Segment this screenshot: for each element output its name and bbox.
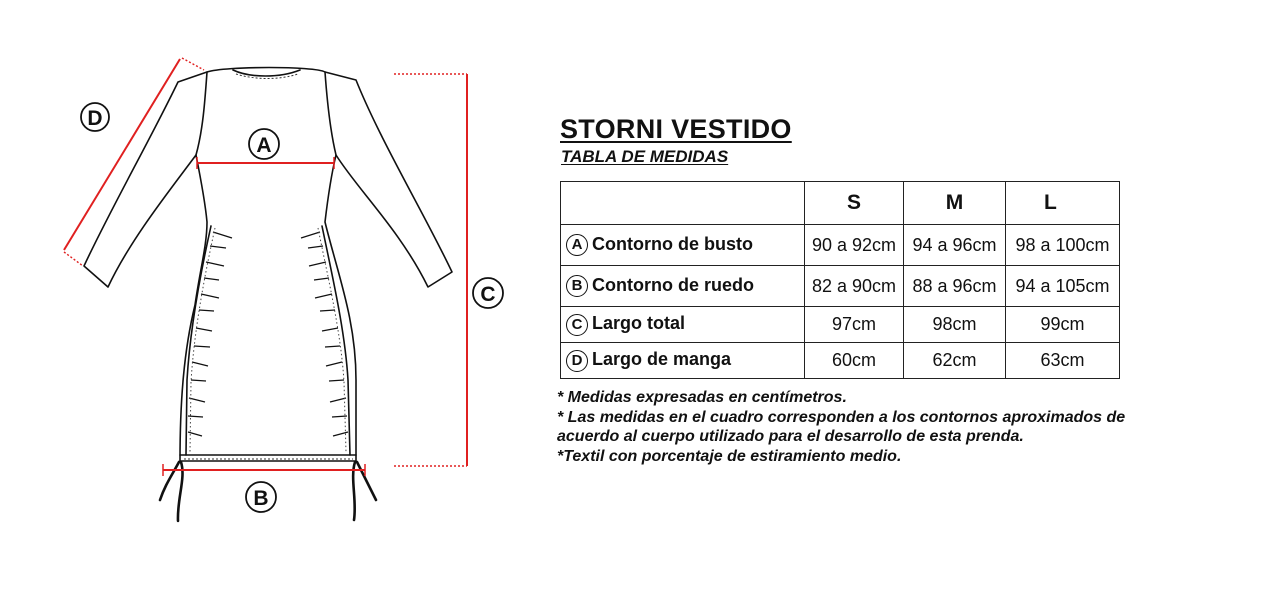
- table-cell: 62cm: [904, 343, 1006, 379]
- neckline: [233, 70, 300, 76]
- row-key-badge: C: [566, 314, 588, 336]
- row-label: [561, 343, 805, 379]
- row-key-badge: B: [566, 275, 588, 297]
- notes: [557, 388, 1127, 467]
- table-cell: 99cm: [1006, 307, 1120, 343]
- table-cell: 88 a 96cm: [904, 266, 1006, 307]
- page-subtitle: TABLA DE MEDIDAS: [561, 147, 729, 166]
- row-label: [561, 266, 805, 307]
- table-cell: 63cm: [1006, 343, 1120, 379]
- label-d: D: [87, 107, 103, 130]
- note-line: * Medidas expresadas en centímetros.: [557, 389, 847, 406]
- row-label-text: Largo total: [592, 313, 685, 334]
- page-title: STORNI VESTIDO: [560, 114, 792, 144]
- dress-diagram: [0, 0, 540, 589]
- table-cell: 94 a 105cm: [1006, 266, 1120, 307]
- table-row: [561, 343, 1120, 379]
- row-label-text: Contorno de busto: [592, 233, 753, 254]
- row-key-badge: D: [566, 350, 588, 372]
- table-header-row: [561, 182, 1120, 225]
- measure-lines: [64, 58, 467, 476]
- note-line: *Textil con porcentaje de estiramiento medio.: [557, 448, 902, 465]
- side-stitching: [190, 228, 346, 452]
- right-gathers: [301, 232, 348, 436]
- label-c: C: [480, 283, 496, 306]
- row-label-text: Contorno de ruedo: [592, 274, 754, 295]
- label-a: A: [256, 134, 272, 157]
- table-cell: 60cm: [805, 343, 904, 379]
- row-label: [561, 307, 805, 343]
- table-cell: 82 a 90cm: [805, 266, 904, 307]
- size-header-s: S: [805, 182, 904, 225]
- left-side-seam: [186, 226, 211, 455]
- measure-d-line: [64, 59, 180, 250]
- row-label: [561, 225, 805, 266]
- size-table: [560, 181, 1120, 379]
- table-row: [561, 225, 1120, 266]
- table-cell: 94 a 96cm: [904, 225, 1006, 266]
- left-armhole: [196, 72, 207, 155]
- note-line: * Las medidas en el cuadro corresponden a los contornos aproximados de acuerdo al cuerpo utilizado para el desarrollo de esta prenda.: [557, 409, 1126, 445]
- table-row: [561, 307, 1120, 343]
- left-gathers: [188, 232, 232, 436]
- table-cell: 98cm: [904, 307, 1006, 343]
- table-cell: 97cm: [805, 307, 904, 343]
- table-cell: 98 a 100cm: [1006, 225, 1120, 266]
- size-header-l: L: [1006, 182, 1120, 225]
- row-key-badge: A: [566, 234, 588, 256]
- table-row: [561, 266, 1120, 307]
- size-header-m: M: [904, 182, 1006, 225]
- table-cell: 90 a 92cm: [805, 225, 904, 266]
- label-b: B: [253, 487, 269, 510]
- right-armhole: [325, 72, 336, 155]
- row-label-text: Largo de manga: [592, 349, 732, 370]
- table-corner-cell: [561, 182, 805, 225]
